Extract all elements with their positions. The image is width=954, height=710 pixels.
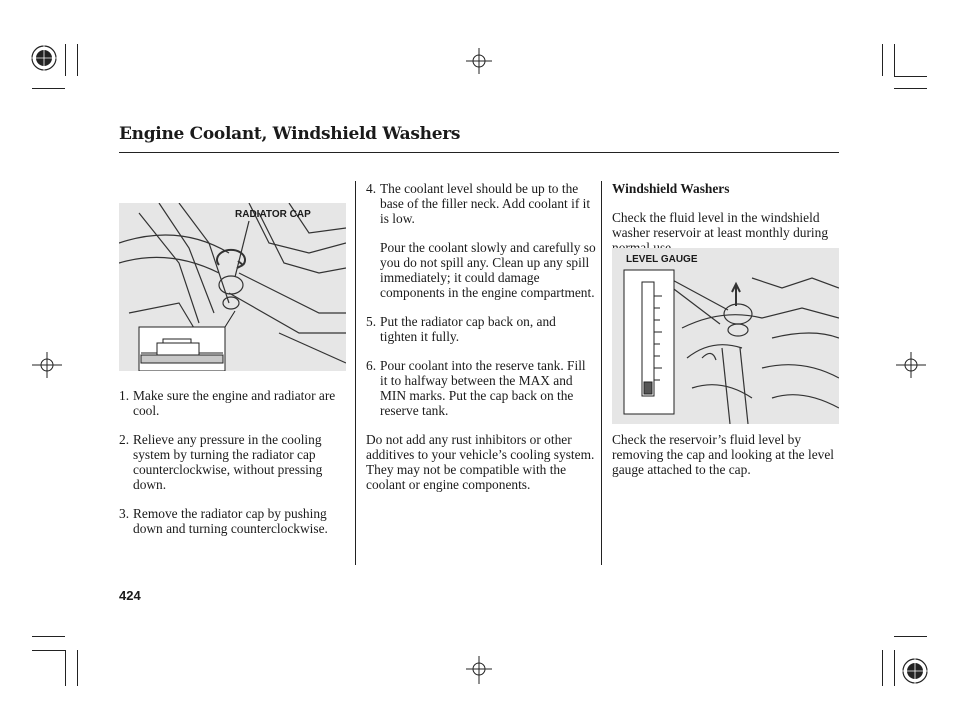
page-number: 424 bbox=[119, 588, 141, 603]
right-crosshair-icon bbox=[896, 352, 926, 378]
reservoir-illustration bbox=[612, 248, 839, 424]
step-5 bbox=[366, 314, 596, 344]
step-note: Pour the coolant slowly and carefully so you do not spill any. Clean up any spill immediately; it could damage components in the engine compartment. bbox=[380, 240, 596, 300]
section-heading: Windshield Washers bbox=[612, 181, 730, 196]
level-gauge-figure bbox=[612, 248, 839, 424]
step-2 bbox=[119, 432, 351, 492]
step-number: 4. bbox=[366, 181, 377, 196]
washer-intro: Check the fluid level in the windshield washer reservoir at least monthly during bbox=[612, 210, 829, 240]
column-1-text bbox=[119, 388, 351, 550]
column-divider bbox=[355, 181, 356, 565]
step-number: 3. bbox=[119, 506, 130, 521]
radiator-cap-figure bbox=[119, 203, 346, 371]
step-1 bbox=[119, 388, 351, 418]
step-number: 2. bbox=[119, 432, 130, 447]
page-title: Engine Coolant, Windshield Washers bbox=[119, 124, 461, 144]
step-3 bbox=[119, 506, 351, 536]
step-text: Relieve any pressure in the cooling system by turning the radiator cap counterclockwise, without pressing down. bbox=[133, 432, 323, 492]
center-crosshair-icon bbox=[466, 48, 492, 74]
title-rule bbox=[119, 152, 839, 153]
level-gauge-label: LEVEL GAUGE bbox=[626, 254, 698, 265]
left-crosshair-icon bbox=[32, 352, 62, 378]
step-number: 1. bbox=[119, 388, 130, 403]
step-text: Put the radiator cap back on, and tighten it fully. bbox=[380, 314, 556, 344]
additive-warning: Do not add any rust inhibitors or other additives to your vehicle’s cooling system. They may not be compatible with the coolant or engine components. bbox=[366, 432, 595, 492]
registration-target-icon bbox=[30, 44, 60, 74]
registration-target-icon bbox=[900, 656, 930, 686]
column-2-text bbox=[366, 181, 596, 506]
radiator-cap-label: RADIATOR CAP bbox=[235, 209, 311, 220]
step-text: Make sure the engine and radiator are cool. bbox=[133, 388, 336, 418]
step-number: 5. bbox=[366, 314, 377, 329]
engine-illustration bbox=[119, 203, 346, 371]
step-number: 6. bbox=[366, 358, 377, 373]
step-4 bbox=[366, 181, 596, 300]
step-text: Remove the radiator cap by pushing down and turning counterclockwise. bbox=[133, 506, 328, 536]
column-3-lower-text bbox=[612, 432, 840, 491]
step-text: Pour coolant into the reserve tank. Fill it to halfway between the MAX and MIN marks. Put the cap back on the reserve tank. bbox=[380, 358, 586, 418]
column-divider bbox=[601, 181, 602, 565]
step-6 bbox=[366, 358, 596, 418]
bottom-crosshair-icon bbox=[466, 656, 492, 684]
washer-outro: Check the reservoir’s fluid level by removing the cap and looking at the level gauge attached to the cap. bbox=[612, 432, 834, 477]
step-text: The coolant level should be up to the base of the filler neck. Add coolant if it is low. bbox=[380, 181, 591, 226]
